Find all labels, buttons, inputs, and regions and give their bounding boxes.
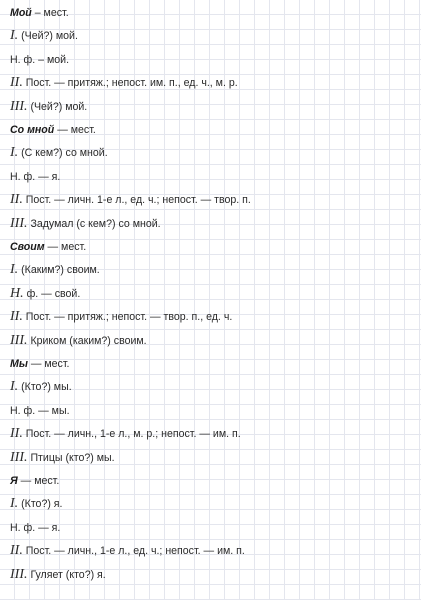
entry-svoim-line-3 xyxy=(10,333,415,349)
roman-numeral: I. xyxy=(10,28,19,44)
entry-my-line-3 xyxy=(10,450,415,466)
headword: Со мной xyxy=(10,124,55,136)
line-text: Пост. — притяж.; непост. — твор. п., ед. ч. xyxy=(22,311,233,324)
roman-numeral: II. xyxy=(10,543,23,559)
entry-svoim-heading xyxy=(10,239,415,255)
headword: Мой xyxy=(10,7,32,19)
roman-numeral: III. xyxy=(10,566,28,582)
line-text: Н. ф. – мой. xyxy=(10,53,70,66)
entry-moy-heading xyxy=(10,5,415,21)
line-text: Птицы (кто?) мы. xyxy=(27,451,115,464)
entry-svoim-base-form xyxy=(10,286,415,302)
line-text: ф. — свой. xyxy=(23,287,81,300)
roman-numeral: III. xyxy=(10,215,28,231)
roman-numeral: I. xyxy=(10,145,19,161)
entry-so-mnoy-base-form xyxy=(10,169,415,185)
line-text: Пост. — притяж.; непост. им. п., ед. ч., м. р. xyxy=(22,77,238,90)
roman-numeral: III. xyxy=(10,449,28,465)
entry-so-mnoy-line-1 xyxy=(10,145,415,161)
heading-rest: — мест. xyxy=(27,358,70,370)
entry-moy-line-2 xyxy=(10,75,415,91)
roman-numeral: III. xyxy=(10,98,28,114)
heading-rest: – мест. xyxy=(31,7,69,19)
roman-numeral: III. xyxy=(10,332,28,348)
line-text: (Кто?) я. xyxy=(18,498,63,511)
entry-ya-line-2 xyxy=(10,543,415,559)
line-text: Н. ф. — я. xyxy=(10,521,61,534)
line-text: (Кто?) мы. xyxy=(18,381,72,394)
line-text: Н. ф. — я. xyxy=(10,170,61,183)
entry-ya-line-1 xyxy=(10,496,415,512)
heading-rest: — мест. xyxy=(54,124,96,136)
roman-numeral: I. xyxy=(10,262,19,278)
entry-my-line-2 xyxy=(10,426,415,442)
roman-numeral: I. xyxy=(10,379,19,395)
roman-numeral: II. xyxy=(10,192,23,208)
line-text: Задумал (с кем?) со мной. xyxy=(27,217,161,230)
headword: Своим xyxy=(10,241,45,253)
roman-numeral: I. xyxy=(10,496,19,512)
roman-numeral: II. xyxy=(10,75,23,91)
heading-rest: — мест. xyxy=(17,475,60,487)
roman-numeral: II. xyxy=(10,426,23,442)
base-form-marker: Н. xyxy=(10,285,24,301)
entry-ya-base-form xyxy=(10,520,415,536)
headword: Мы xyxy=(10,358,28,370)
heading-rest: — мест. xyxy=(44,241,87,253)
line-text: Гуляет (кто?) я. xyxy=(27,568,106,581)
line-text: (Каким?) своим. xyxy=(18,264,100,277)
entry-so-mnoy-line-2 xyxy=(10,192,415,208)
entry-so-mnoy-line-3 xyxy=(10,216,415,232)
entry-moy-base-form xyxy=(10,52,415,68)
line-text: Пост. — личн., 1-е л., м. р.; непост. — им. п. xyxy=(22,428,241,441)
line-text: (Чей?) мой. xyxy=(18,30,78,43)
entry-my-line-1 xyxy=(10,379,415,395)
line-text: Пост. — личн. 1-е л., ед. ч.; непост. — твор. п. xyxy=(22,194,251,207)
entry-so-mnoy-heading xyxy=(10,122,415,138)
line-text: (С кем?) со мной. xyxy=(18,147,108,160)
line-text: (Чей?) мой. xyxy=(27,100,88,113)
headword: Я xyxy=(10,475,18,487)
entry-ya-heading xyxy=(10,473,415,489)
roman-numeral: II. xyxy=(10,309,23,325)
entry-svoim-line-1 xyxy=(10,262,415,278)
entry-moy-line-1 xyxy=(10,28,415,44)
line-text: Пост. — личн., 1-е л., ед. ч.; непост. — им. п. xyxy=(22,545,245,558)
entry-svoim-line-2 xyxy=(10,309,415,325)
entry-my-heading xyxy=(10,356,415,372)
entry-moy-line-3 xyxy=(10,99,415,115)
line-text: Криком (каким?) своим. xyxy=(27,334,147,347)
line-text: Н. ф. — мы. xyxy=(10,404,70,417)
entry-ya-line-3 xyxy=(10,567,415,583)
entry-my-base-form xyxy=(10,403,415,419)
